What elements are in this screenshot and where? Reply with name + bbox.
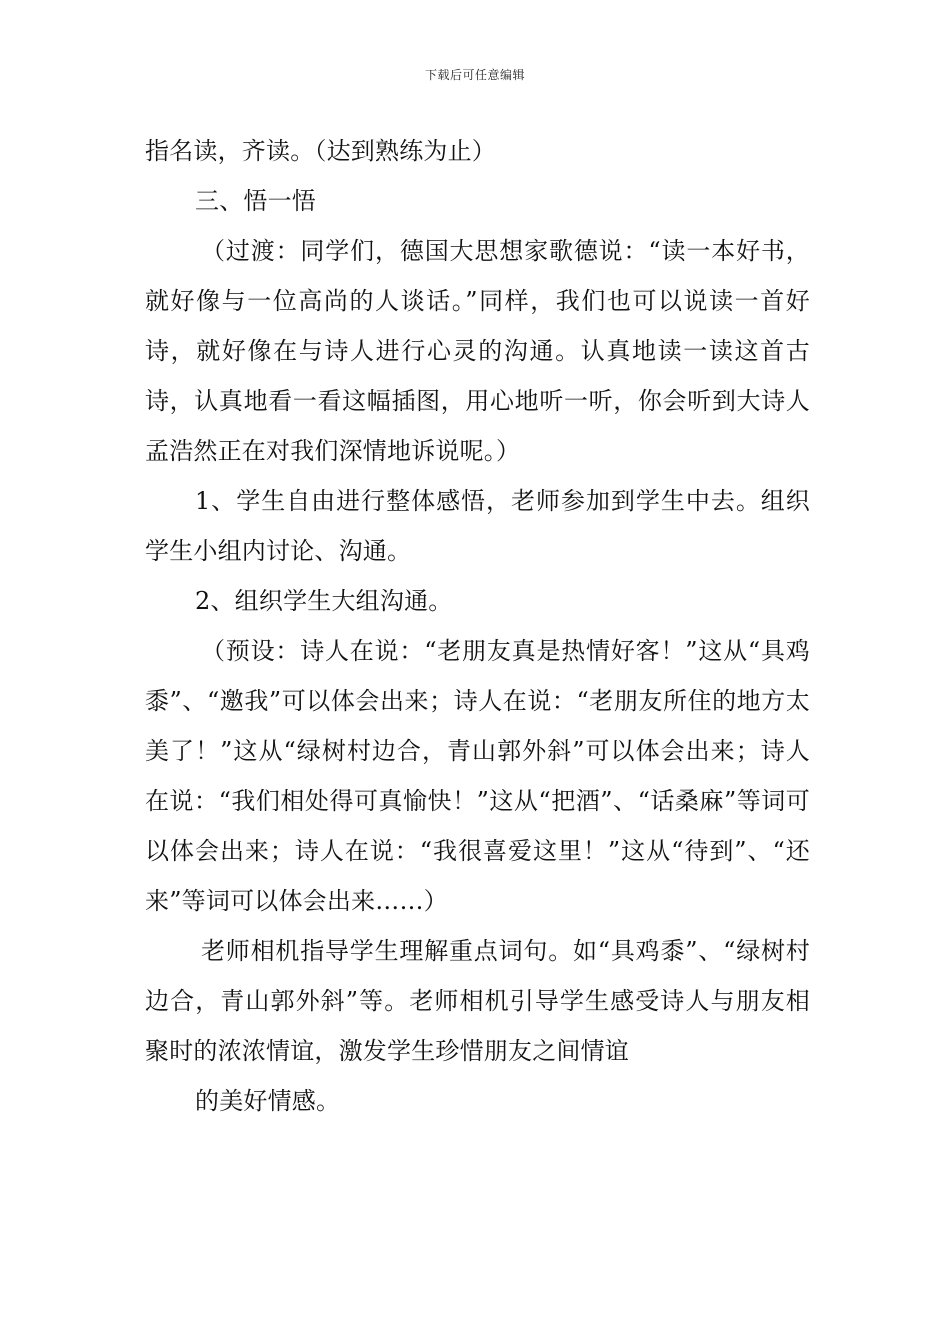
page-header-note: 下载后可任意编辑 <box>424 68 525 82</box>
paragraph-step-1: 1、学生自由进行整体感悟，老师参加到学生中去。组织学生小组内讨论、沟通。 <box>145 487 810 565</box>
paragraph-preset: （预设：诗人在说：“老朋友真是热情好客！”这从“具鸡黍”、“邀我”可以体会出来；诗人在说：“老朋友所住的地方太美了！”这从“绿树村边合，青山郭外斜”可以体会出来；诗人在说：“我们相处得可真愉快！”这从“把酒”、“话桑麻”等词可以体会出来；诗人在说：“我很喜爱这里！”这从“待到”、“还来”等词可以体会出来……） <box>145 637 810 915</box>
paragraph-closing: 的美好情感。 <box>195 1087 341 1115</box>
section-heading: 三、悟一悟 <box>195 187 316 215</box>
paragraph-teacher-guidance: 老师相机指导学生理解重点词句。如“具鸡黍”、“绿树村边合，青山郭外斜”等。老师相机引导学生感受诗人与朋友相聚时的浓浓情谊，激发学生珍惜朋友之间情谊 <box>145 937 810 1065</box>
document-body <box>145 126 810 1126</box>
paragraph-step-2: 2、组织学生大组沟通。 <box>195 587 453 615</box>
paragraph-reading: 指名读，齐读。（达到熟练为止） <box>145 137 496 165</box>
paragraph-transition: （过渡：同学们，德国大思想家歌德说：“读一本好书，就好像与一位高尚的人谈话。”同样，我们也可以说读一首好诗，就好像在与诗人进行心灵的沟通。认真地读一读这首古诗，认真地看一看这幅插图，用心地听一听，你会听到大诗人孟浩然正在对我们深情地诉说呢。） <box>145 237 810 465</box>
